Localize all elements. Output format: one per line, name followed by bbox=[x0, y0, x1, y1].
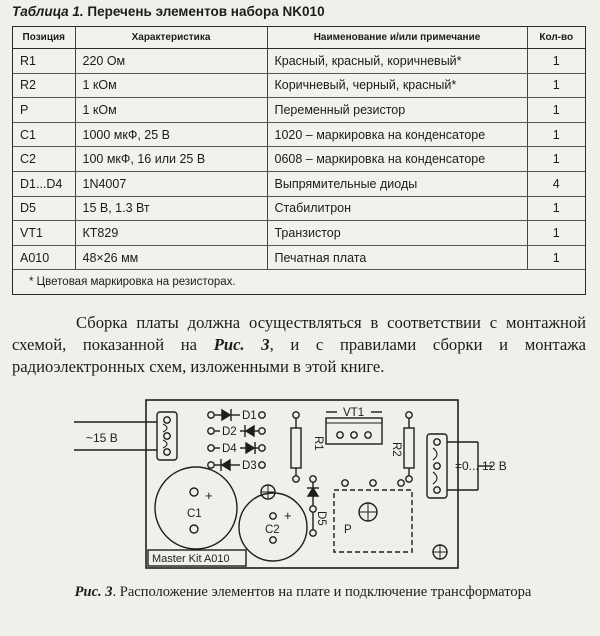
cell-name-note: Печатная плата bbox=[267, 245, 527, 270]
diode-d1 bbox=[208, 409, 265, 422]
cell-position: VT1 bbox=[13, 221, 75, 246]
table-caption-lead: Таблица 1. bbox=[12, 4, 84, 19]
pcb-outline bbox=[146, 400, 458, 568]
cell-characteristic: 15 В, 1.3 Вт bbox=[75, 196, 267, 221]
header-quantity: Кол-во bbox=[527, 27, 585, 49]
potentiometer-p bbox=[334, 480, 412, 552]
assembly-paragraph bbox=[12, 312, 586, 378]
header-position: Позиция bbox=[13, 27, 75, 49]
figure-caption-text: . Расположение элементов на плате и подключение трансформатора bbox=[112, 584, 532, 600]
cell-position: R2 bbox=[13, 73, 75, 98]
cell-characteristic: 1 кОм bbox=[75, 73, 267, 98]
output-voltage-label: =0... 12 В bbox=[455, 459, 507, 473]
diode-d3-label: D3 bbox=[242, 460, 257, 472]
capacitor-c1 bbox=[155, 467, 237, 549]
table-row bbox=[13, 196, 585, 221]
figure-caption bbox=[70, 583, 536, 602]
capacitor-c2-plus: + bbox=[284, 508, 292, 523]
transistor-vt1 bbox=[326, 407, 382, 444]
diode-d4-label: D4 bbox=[222, 443, 237, 455]
capacitor-c2 bbox=[239, 493, 307, 561]
cell-characteristic: 1000 мкФ, 25 В bbox=[75, 122, 267, 147]
cell-name-note: 1020 – маркировка на конденсаторе bbox=[267, 122, 527, 147]
cell-position: C2 bbox=[13, 147, 75, 172]
cell-characteristic: 220 Ом bbox=[75, 49, 267, 74]
figure-reference: Рис. 3 bbox=[213, 335, 270, 354]
table-row bbox=[13, 98, 585, 123]
mounting-hole-right bbox=[433, 545, 447, 559]
cell-characteristic: 48×26 мм bbox=[75, 245, 267, 270]
table-row bbox=[13, 147, 585, 172]
capacitor-c1-plus: + bbox=[205, 488, 213, 503]
table-header-row bbox=[13, 27, 585, 49]
zener-d5 bbox=[307, 476, 327, 536]
table-caption bbox=[12, 4, 325, 19]
figure-caption-lead: Рис. 3 bbox=[74, 584, 113, 600]
table-row bbox=[13, 221, 585, 246]
cell-characteristic: 1N4007 bbox=[75, 171, 267, 196]
kit-label: Master Kit A010 bbox=[152, 553, 230, 565]
table-caption-title: Перечень элементов набора NK010 bbox=[83, 4, 325, 19]
cell-name-note: Транзистор bbox=[267, 221, 527, 246]
paragraph-text-2: , и с правилами сборки и монтажа радиоэлектронных схем, изложенными в этой книге. bbox=[12, 335, 587, 376]
cell-name-note: Красный, красный, коричневый* bbox=[267, 49, 527, 74]
mounting-hole-left bbox=[261, 485, 275, 499]
capacitor-c1-label: C1 bbox=[187, 508, 202, 520]
table-note: * Цветовая маркировка на резисторах. bbox=[29, 276, 236, 289]
cell-quantity: 1 bbox=[527, 221, 585, 246]
table-row bbox=[13, 73, 585, 98]
header-characteristic: Характеристика bbox=[75, 27, 267, 49]
cell-position: D5 bbox=[13, 196, 75, 221]
pcb-layout-diagram bbox=[0, 390, 600, 580]
diode-d2-label: D2 bbox=[222, 426, 237, 438]
diode-d3 bbox=[208, 459, 265, 472]
cell-quantity: 1 bbox=[527, 147, 585, 172]
capacitor-c2-label: C2 bbox=[265, 524, 280, 536]
table-row bbox=[13, 245, 585, 270]
resistor-r1-label: R1 bbox=[312, 436, 324, 451]
cell-name-note: Выпрямительные диоды bbox=[267, 171, 527, 196]
cell-position: D1...D4 bbox=[13, 171, 75, 196]
table-row bbox=[13, 122, 585, 147]
cell-quantity: 1 bbox=[527, 245, 585, 270]
cell-characteristic: 100 мкФ, 16 или 25 В bbox=[75, 147, 267, 172]
cell-characteristic: 1 кОм bbox=[75, 98, 267, 123]
cell-quantity: 1 bbox=[527, 196, 585, 221]
cell-position: C1 bbox=[13, 122, 75, 147]
header-name-note: Наименование и/или примечание bbox=[267, 27, 527, 49]
table-body bbox=[13, 49, 585, 270]
cell-quantity: 1 bbox=[527, 98, 585, 123]
resistor-r2 bbox=[390, 412, 414, 482]
cell-name-note: Коричневый, черный, красный* bbox=[267, 73, 527, 98]
resistor-r1 bbox=[291, 412, 324, 482]
cell-name-note: Стабилитрон bbox=[267, 196, 527, 221]
input-voltage-label: ~15 В bbox=[86, 431, 118, 445]
potentiometer-p-label: P bbox=[344, 524, 352, 536]
output-connector bbox=[427, 434, 447, 498]
components-table bbox=[12, 26, 586, 295]
transistor-vt1-label: VT1 bbox=[343, 407, 365, 419]
cell-position: A010 bbox=[13, 245, 75, 270]
cell-characteristic: КТ829 bbox=[75, 221, 267, 246]
diode-d1-label: D1 bbox=[242, 410, 257, 422]
input-connector bbox=[157, 412, 177, 460]
cell-quantity: 4 bbox=[527, 171, 585, 196]
cell-quantity: 1 bbox=[527, 73, 585, 98]
paragraph-text-1: Сборка платы должна осуществляться в соответствии с монтажной схемой, показанной на bbox=[12, 313, 586, 354]
cell-position: P bbox=[13, 98, 75, 123]
cell-quantity: 1 bbox=[527, 49, 585, 74]
diode-d2 bbox=[208, 425, 265, 438]
table-row bbox=[13, 171, 585, 196]
cell-position: R1 bbox=[13, 49, 75, 74]
zener-d5-label: D5 bbox=[315, 511, 327, 526]
cell-name-note: 0608 – маркировка на конденсаторе bbox=[267, 147, 527, 172]
table-row bbox=[13, 49, 585, 74]
diode-d4 bbox=[208, 442, 265, 455]
cell-name-note: Переменный резистор bbox=[267, 98, 527, 123]
cell-quantity: 1 bbox=[527, 122, 585, 147]
resistor-r2-label: R2 bbox=[390, 442, 402, 457]
